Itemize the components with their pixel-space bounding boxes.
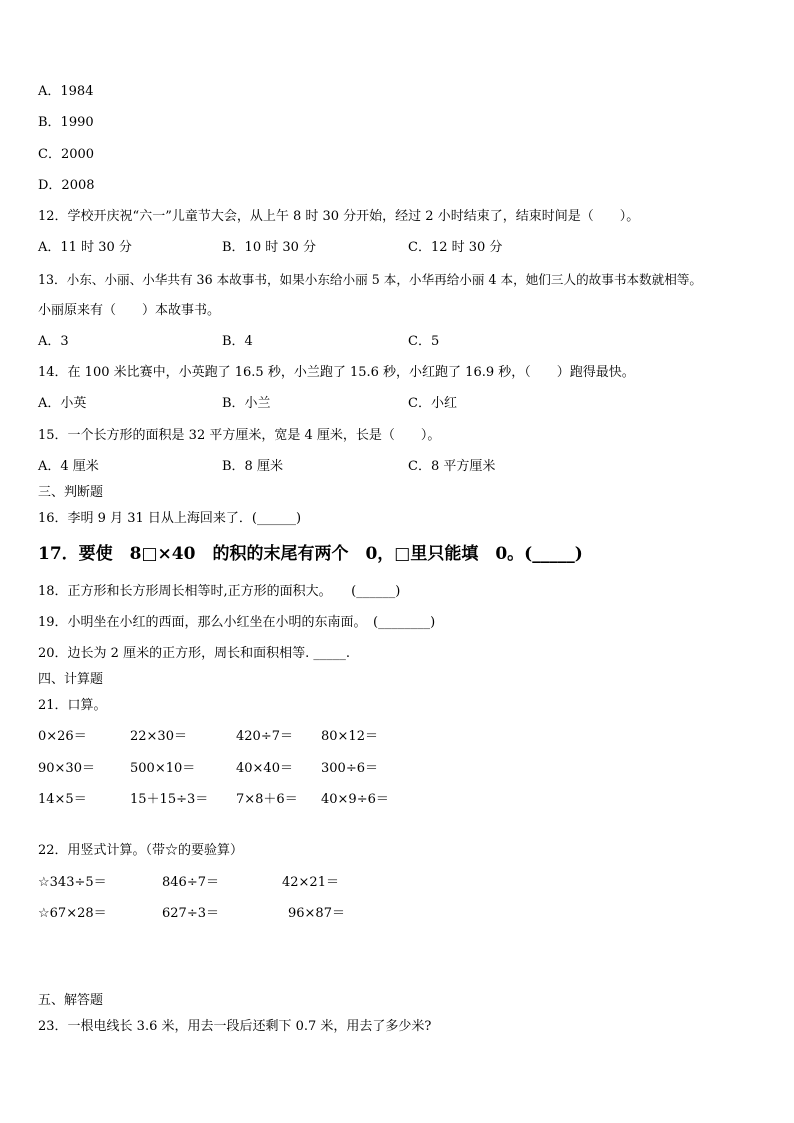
q21-item: 22×30＝ (130, 729, 187, 744)
q11-option-c: C．2000 (38, 147, 95, 162)
q20: 20．边长为 2 厘米的正方形，周长和面积相等. _____. (38, 646, 350, 661)
q21-item: 15＋15÷3＝ (130, 792, 209, 807)
q11-option-a: A．1984 (38, 84, 94, 99)
q22-stem: 22．用竖式计算。（带☆的要验算） (38, 843, 244, 858)
q21-item: 0×26＝ (38, 729, 87, 744)
q21-item: 300÷6＝ (321, 761, 378, 776)
section-heading-calculation: 四、计算题 (38, 672, 104, 687)
q14-option-a: A．小英 (38, 396, 87, 411)
q11-option-d: D．2008 (38, 178, 95, 193)
q18: 18．正方形和长方形周长相等时,正方形的面积大。 (______) (38, 584, 401, 599)
q15-option-a: A．4 厘米 (38, 459, 99, 474)
q22-item: ☆343÷5＝ (38, 875, 107, 890)
q11-option-b: B．1990 (38, 115, 94, 130)
section-heading-judgment: 三、判断题 (38, 485, 104, 500)
q21-item: 14×5＝ (38, 792, 87, 807)
q12-stem: 12．学校开庆祝“六一”儿童节大会，从上午 8 时 30 分开始，经过 2 小时结束了，结束时间是（ ）。 (38, 209, 640, 224)
q13-stem-line1: 13．小东、小丽、小华共有 36 本故事书，如果小东给小丽 5 本，小华再给小丽 4 本，她们三人的故事书本数就相等。 (38, 272, 703, 287)
q21-item: 500×10＝ (130, 761, 196, 776)
q12-option-a: A．11 时 30 分 (38, 240, 132, 255)
q21-item: 80×12＝ (321, 729, 378, 744)
q21-item: 90×30＝ (38, 761, 95, 776)
q13-option-c: C．5 (408, 334, 440, 349)
q21-item: 40×9÷6＝ (321, 792, 389, 807)
q23: 23．一根电线长 3.6 米，用去一段后还剩下 0.7 米，用去了多少米? (38, 1019, 432, 1034)
q22-item: 42×21＝ (282, 875, 339, 890)
q15-option-b: B．8 厘米 (222, 459, 283, 474)
q22-item: ☆67×28＝ (38, 906, 107, 921)
q14-option-c: C．小红 (408, 396, 457, 411)
q22-item: 846÷7＝ (162, 875, 219, 890)
q17: 17．要使 8□×40 的积的末尾有两个 0，□里只能填 0。(_____) (38, 544, 583, 564)
q15-stem: 15．一个长方形的面积是 32 平方厘米，宽是 4 厘米，长是（ ）。 (38, 428, 441, 443)
q13-option-a: A．3 (38, 334, 69, 349)
q21-stem: 21．口算。 (38, 698, 107, 713)
q21-item: 7×8＋6＝ (236, 792, 298, 807)
q19: 19．小明坐在小红的西面，那么小红坐在小明的东南面。 (________) (38, 615, 436, 630)
q22-item: 96×87＝ (288, 906, 345, 921)
q12-option-b: B．10 时 30 分 (222, 240, 317, 255)
q14-stem: 14．在 100 米比赛中，小英跑了 16.5 秒，小兰跑了 15.6 秒，小红跑了 16.9 秒，（ ）跑得最快。 (38, 365, 635, 380)
q22-item: 627÷3＝ (162, 906, 219, 921)
q21-item: 420÷7＝ (236, 729, 293, 744)
section-heading-word-problems: 五、解答题 (38, 993, 104, 1008)
q16: 16．李明 9 月 31 日从上海回来了．(______) (38, 511, 302, 526)
q21-item: 40×40＝ (236, 761, 293, 776)
q14-option-b: B．小兰 (222, 396, 271, 411)
q13-option-b: B．4 (222, 334, 253, 349)
q15-option-c: C．8 平方厘米 (408, 459, 496, 474)
q13-stem-line2: 小丽原来有（ ）本故事书。 (38, 303, 221, 318)
q12-option-c: C．12 时 30 分 (408, 240, 503, 255)
